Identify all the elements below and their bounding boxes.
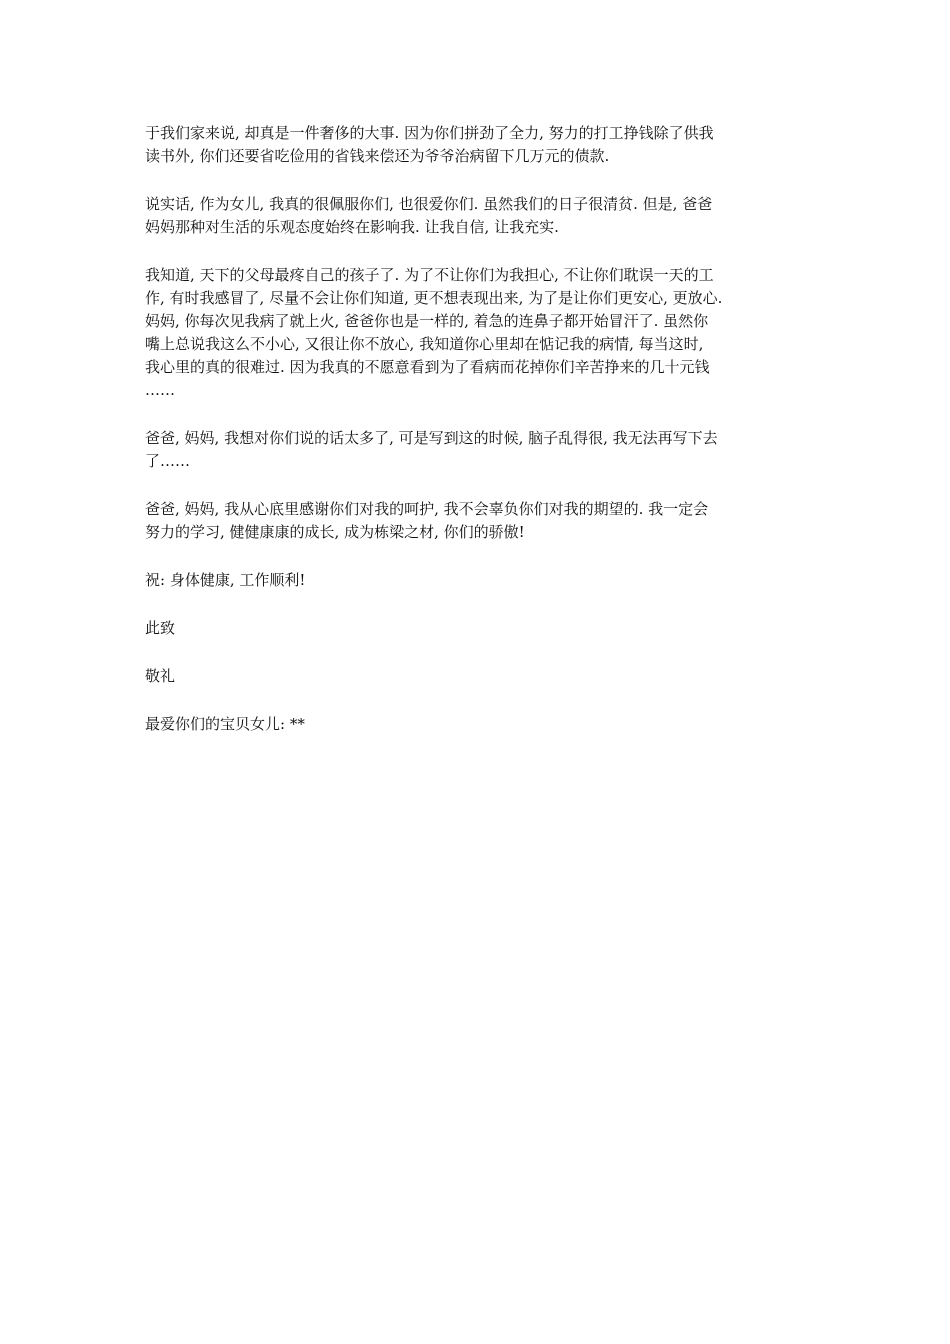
- paragraph-illness: [145, 264, 810, 402]
- text-line: 我心里的真的很难过. 因为我真的不愿意看到为了看病而花掉你们辛苦挣来的几十元钱: [145, 358, 710, 376]
- text-line: 爸爸, 妈妈, 我从心底里感谢你们对我的呵护, 我不会辜负你们对我的期望的. 我一定会: [145, 500, 709, 518]
- text-line: 嘴上总说我这么不小心, 又很让你不放心, 我知道你心里却在惦记我的病情, 每当这时,: [145, 335, 704, 353]
- text-line: 妈妈那种对生活的乐观态度始终在影响我. 让我自信, 让我充实.: [145, 218, 559, 236]
- text-line: 说实话, 作为女儿, 我真的很佩服你们, 也很爱你们. 虽然我们的日子很清贫. 但是, 爸爸: [145, 195, 713, 213]
- paragraph-too-much-to-say: [145, 427, 810, 473]
- text-line: 祝: 身体健康, 工作顺利!: [145, 571, 306, 589]
- text-line: 最爱你们的宝贝女儿: **: [145, 715, 305, 733]
- text-line: 此致: [145, 619, 176, 637]
- paragraph-gratitude: [145, 498, 810, 544]
- text-line: 于我们家来说, 却真是一件奢侈的大事. 因为你们拼劲了全力, 努力的打工挣钱除了供我: [145, 124, 714, 142]
- text-line: 爸爸, 妈妈, 我想对你们说的话太多了, 可是写到这的时候, 脑子乱得很, 我无法再写下去: [145, 429, 718, 447]
- text-line: 妈妈, 你每次见我病了就上火, 爸爸你也是一样的, 着急的连鼻子都开始冒汗了. 虽然你: [145, 312, 709, 330]
- letter-body: [145, 122, 810, 761]
- paragraph-closing-jing-li: [145, 665, 810, 688]
- paragraph-signature: [145, 713, 810, 736]
- paragraph-wishes: [145, 569, 810, 592]
- text-line: 读书外, 你们还要省吃俭用的省钱来偿还为爷爷治病留下几万元的债款.: [145, 147, 610, 165]
- paragraph-admiration: [145, 193, 810, 239]
- text-line: 了……: [145, 452, 191, 470]
- text-line: 敬礼: [145, 667, 176, 685]
- text-line: 作, 有时我感冒了, 尽量不会让你们知道, 更不想表现出来, 为了是让你们更安心, 更放心.: [145, 289, 723, 307]
- paragraph-closing-ci-zhi: [145, 617, 810, 640]
- text-line: ……: [145, 381, 175, 399]
- paragraph-debt: [145, 122, 810, 168]
- text-line: 我知道, 天下的父母最疼自己的孩子了. 为了不让你们为我担心, 不让你们耽误一天的工: [145, 266, 714, 284]
- text-line: 努力的学习, 健健康康的成长, 成为栋梁之材, 你们的骄傲!: [145, 523, 525, 541]
